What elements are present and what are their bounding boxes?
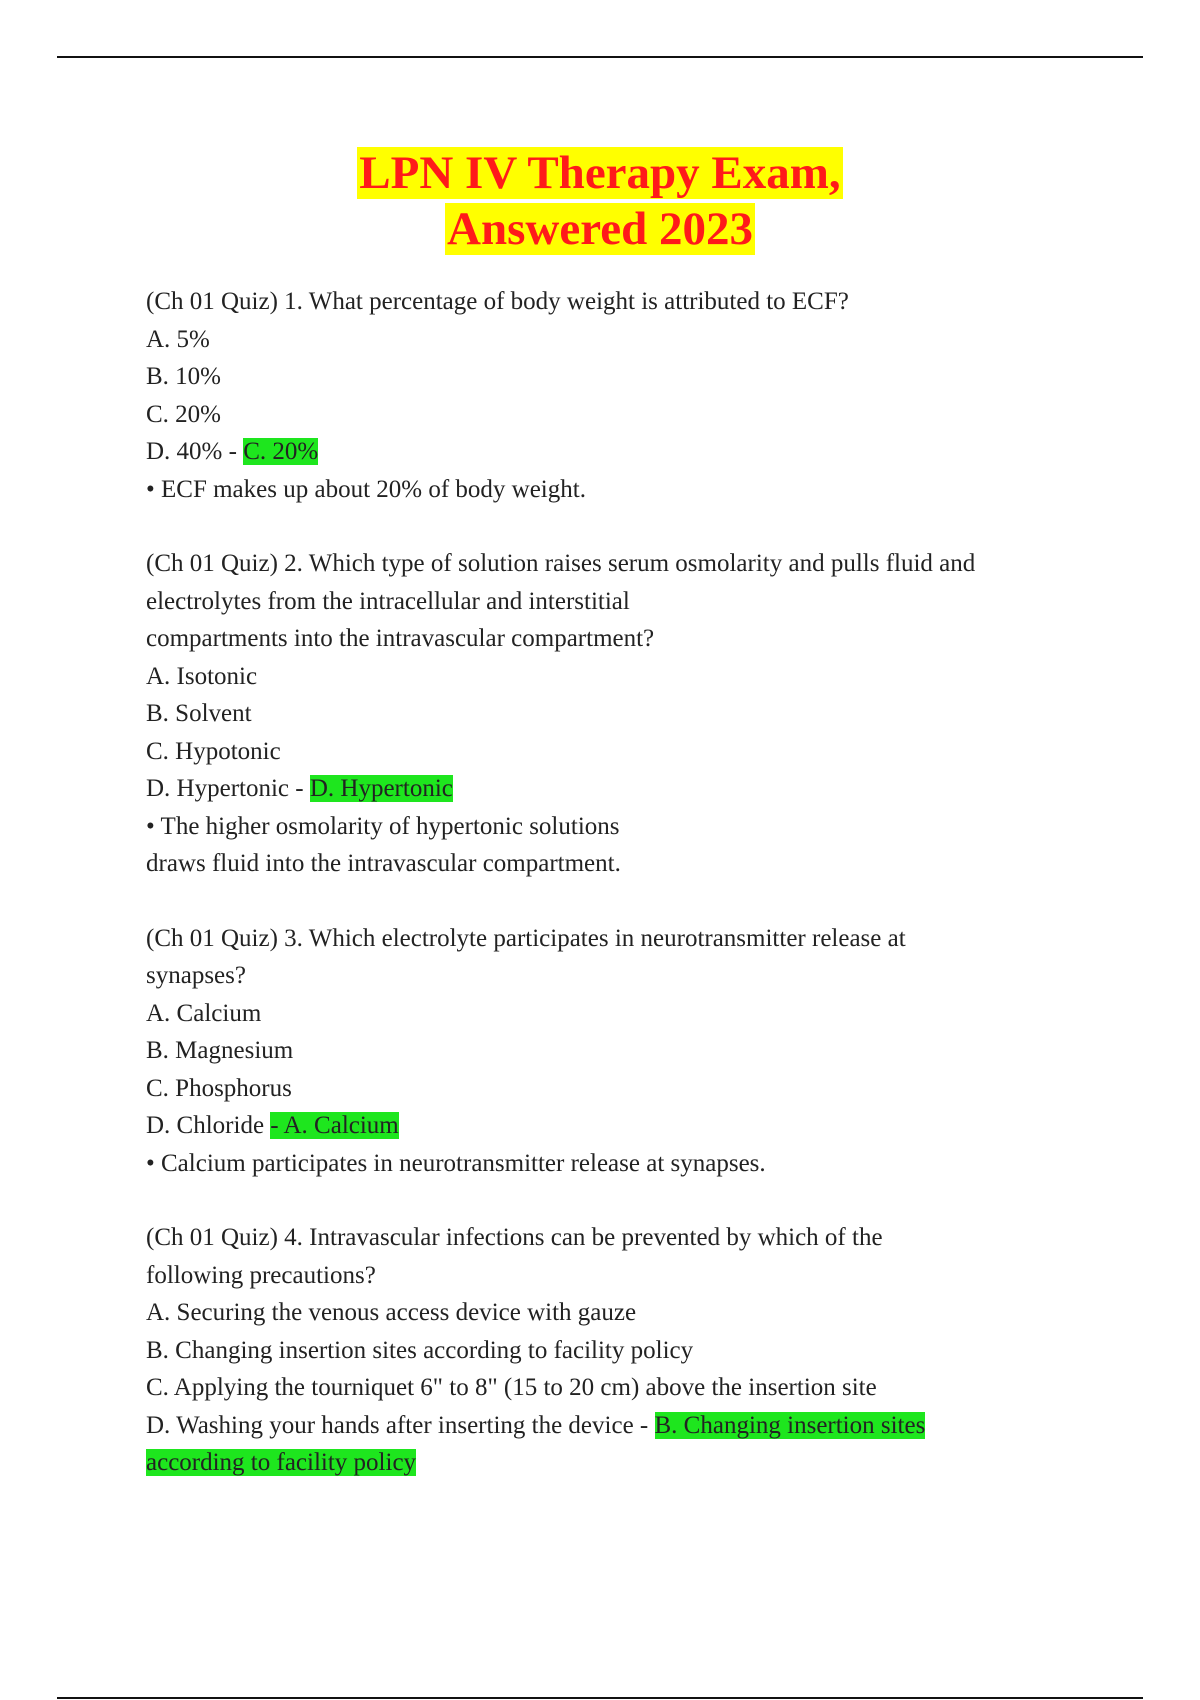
question-stem: (Ch 01 Quiz) 1. What percentage of body weight is attributed to ECF? (146, 288, 849, 315)
option-d-line (146, 1107, 1086, 1145)
option-c: C. Applying the tourniquet 6" to 8" (15 to 20 cm) above the insertion site (146, 1374, 877, 1401)
option-c: C. Phosphorus (146, 1074, 292, 1102)
question-stem: (Ch 01 Quiz) 4. Intravascular infections can be prevented by which of the (146, 1224, 883, 1251)
question-2 (146, 545, 1086, 883)
option-a: A. Securing the venous access device with gauze (146, 1299, 637, 1326)
option-d-line (146, 1407, 1086, 1445)
question-stem: following precautions? (146, 1261, 376, 1289)
option-b: B. Changing insertion sites according to facility policy (146, 1336, 694, 1364)
title-line-2: Answered 2023 (447, 203, 753, 255)
question-stem: synapses? (146, 962, 246, 989)
option-a: A. Isotonic (146, 662, 258, 690)
question-stem: (Ch 01 Quiz) 3. Which electrolyte participates in neurotransmitter release at (146, 924, 906, 952)
rationale: draws fluid into the intravascular compartment. (146, 850, 621, 877)
option-d-line (146, 433, 1086, 471)
option-b: B. Magnesium (146, 1037, 294, 1064)
bottom-rule (57, 1697, 1143, 1699)
question-4 (146, 1219, 1086, 1482)
correct-answer: - A. Calcium (270, 1112, 399, 1139)
option-a: A. 5% (146, 325, 210, 353)
option-d: D. Washing your hands after inserting the device - (146, 1411, 655, 1439)
option-c: C. Hypotonic (146, 737, 281, 765)
question-1 (146, 283, 1086, 508)
question-stem: electrolytes from the intracellular and interstitial (146, 587, 630, 615)
document-title (0, 145, 1200, 257)
rationale: • Calcium participates in neurotransmitter release at synapses. (146, 1149, 766, 1177)
option-b: B. 10% (146, 363, 221, 390)
option-d: D. Hypertonic - (146, 775, 310, 802)
title-line-1: LPN IV Therapy Exam, (359, 147, 841, 199)
option-d: D. 40% - (146, 438, 244, 465)
top-rule (57, 56, 1143, 58)
correct-answer: according to facility policy (146, 1449, 417, 1476)
quiz-content (146, 283, 1086, 1519)
option-d-line (146, 770, 1086, 808)
option-c: C. 20% (146, 400, 221, 428)
rationale: • The higher osmolarity of hypertonic solutions (146, 812, 620, 840)
rationale: • ECF makes up about 20% of body weight. (146, 475, 586, 503)
question-stem: (Ch 01 Quiz) 2. Which type of solution raises serum osmolarity and pulls fluid and (146, 550, 976, 577)
correct-answer: D. Hypertonic (309, 775, 453, 802)
correct-answer-continued (146, 1444, 1086, 1482)
option-b: B. Solvent (146, 700, 252, 727)
question-3 (146, 920, 1086, 1183)
correct-answer: C. 20% (243, 438, 319, 465)
option-d: D. Chloride (146, 1112, 271, 1139)
question-stem: compartments into the intravascular compartment? (146, 625, 655, 652)
correct-answer: B. Changing insertion sites (654, 1411, 926, 1439)
option-a: A. Calcium (146, 999, 262, 1027)
